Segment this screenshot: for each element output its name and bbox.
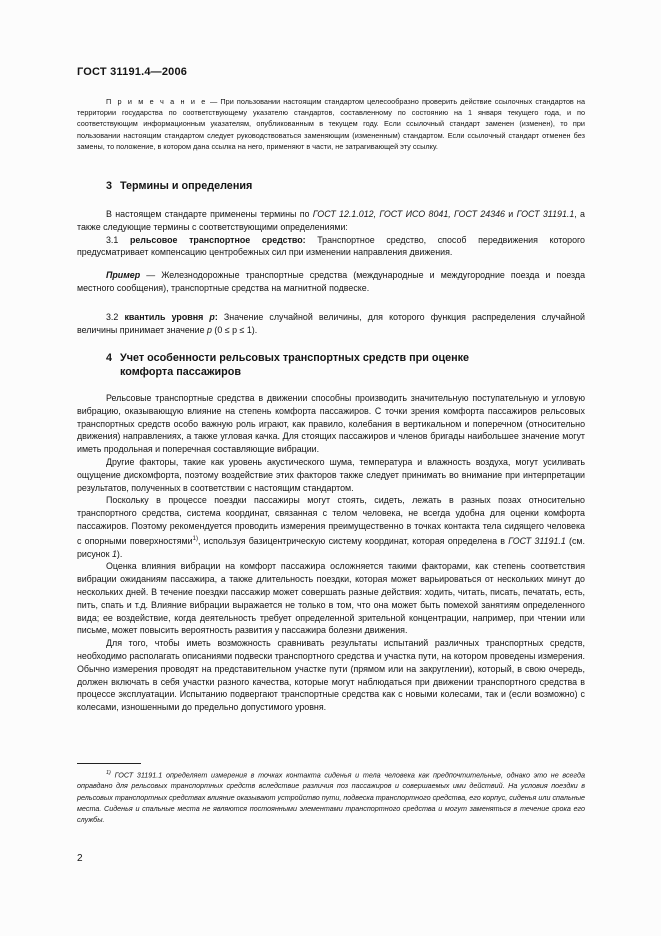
term-3-2-paragraph: 3.2 квантиль уровня p: Значение случайной величины, для которого функция распределения случайной величины принимает значение p (0 ≤ p ≤ 1). [77, 312, 586, 335]
note-block [77, 96, 585, 152]
section-4-body [77, 392, 585, 714]
paragraph: Поскольку в процессе поездки пассажиры могут стоять, сидеть, лежать в разных позах относительно транспортного средства, система координат, связанная с телом человека, не всегда удобна для оценки комфорта пассажиров. Поэтому рекомендуется проводить измерения преимущественно в точках контакта тела сидящего человека с опорными поверхностями$^{1)}$, используя базицентрическую систему координат, которая определена в ГОСТ 31191.1 (см. рисунок 1). [77, 495, 585, 559]
example-label: Пример [106, 270, 141, 280]
page-header: ГОСТ 31191.4—2006 [77, 66, 188, 78]
section-4-heading: 4 Учет особенности рельсовых транспортных средств при оценке комфорта пассажиров [106, 352, 470, 378]
paragraph: Для того, чтобы иметь возможность сравнивать результаты испытаний различных транспортных средств, необходимо располагать описаниями подвески транспортного средства и участка пути, на котором проведены измерения. Обычно измерения проводят на представительном участке пути (прямом или на закруглении), который, в свою очередь, должен включать в себя участки разного качества, которые могут наблюдаться при движении транспортного средства в процессе эксплуатации. Испытанию подвергают транспортные средства как с новыми колесами, так и (если возможно) с колесами, изношенными до предельно допустимого уровня. [77, 638, 585, 713]
section-3-title: Термины и определения [120, 180, 253, 192]
footnote-separator [77, 763, 141, 764]
term-3-1: рельсовое транспортное средство: [129, 234, 306, 245]
paragraph: Рельсовые транспортные средства в движении способны производить значительную поступательную и угловую вибрацию, оказывающую влияние на степень комфорта пассажиров. С точки зрения комфорта пассажиров рельсовых транспортных средств особо важную роль играют, как правило, колебания в вертикальном и поперечном (относительно движения) направлениях, а также угловая качка. Для стоящих пассажиров и членов бригады наибольшее значение могут иметь продольная и поперечная составляющие вибрации. [77, 393, 585, 455]
paragraph: Оценка влияния вибрации на комфорт пассажира осложняется такими факторами, как степень соответствия вибрации ожиданиям пассажира, а также длительность поездки, которая может варьироваться от нескольких минут до нескольких дней. В течение поездки пассажир может совершать разные действия: ходить, читать, писать, печатать, есть, пить, спать и т.д. Влияние вибрации выражается не только в том, что она может быть помехой занятиям определенного вида; ее воздействие, когда деятельность требует определенной зрительной концентрации, например, при чтении или письме, может повысить вероятность развития у пассажира болезни движения. [77, 561, 585, 636]
page-number: 2 [77, 853, 83, 864]
section-4-title-line2: комфорта пассажиров [120, 366, 241, 378]
note-text: — При пользовании настоящим стандартом целесообразно проверить действие ссылочных стандартов на территории государства по соответствующему указателю стандартов, составленному по состоянию на 1 января текущего года, и по соответствующим информационным указателям, опубликованным в текущем году. Если ссылочный стандарт заменен (изменен), то при пользовании настоящим стандартом следует руководствоваться заменяющим (измененным) стандартом. Если ссылочный стандарт отменен без замены, то положение, в котором дана ссылка на него, применяют в части, не затрагивающей эту ссылку. [77, 97, 586, 151]
example-paragraph: Пример — Железнодорожные транспортные средства (международные и междугородние поезда и поезда местного сообщения), транспортные средства на магнитной подвеске. [77, 270, 585, 293]
term-3-2: квантиль уровня p: [124, 312, 218, 322]
section-3-heading: 3 Термины и определения [106, 180, 253, 192]
section-4-title-line1: Учет особенности рельсовых транспортных средств при оценке [120, 352, 470, 364]
section-3-intro: В настоящем стандарте применены термины по ГОСТ 12.1.012, ГОСТ ИСО 8041, ГОСТ 24346 и ГОСТ 31191.1, а также следующие термины с соответствующими определениями: 3.1 рельсовое транспортное средство: Транспортное средство, способ передвижения которого предусматривает компенсацию центробежных сил при изменении направления движения. [77, 209, 585, 258]
footnote: $^{1)}$ ГОСТ 31191.1 определяет измерения в точках контакта сиденья и тела человека как предпочтительные, однако это не всегда оправдано для рельсовых транспортных средств вследствие различия поз пассажиров и совершаемых ими действий. На условия поездки в рельсовых транспортных средствах влияние оказывают устройство пути, подвеска транспортного средства, его корпус, сиденья или спальные места. Сиденья и спальные места не являются постоянными элементами транспортного средства и могут заменяться в течение срока его службы. [77, 770, 585, 824]
paragraph: Другие факторы, такие как уровень акустического шума, температура и влажность воздуха, могут усиливать ощущение дискомфорта, поэтому воздействие этих факторов также следует принимать во внимание при интерпретации результатов, полученных в соответствии с настоящим стандартом. [77, 456, 585, 493]
note-label: П р и м е ч а н и е [106, 97, 207, 106]
